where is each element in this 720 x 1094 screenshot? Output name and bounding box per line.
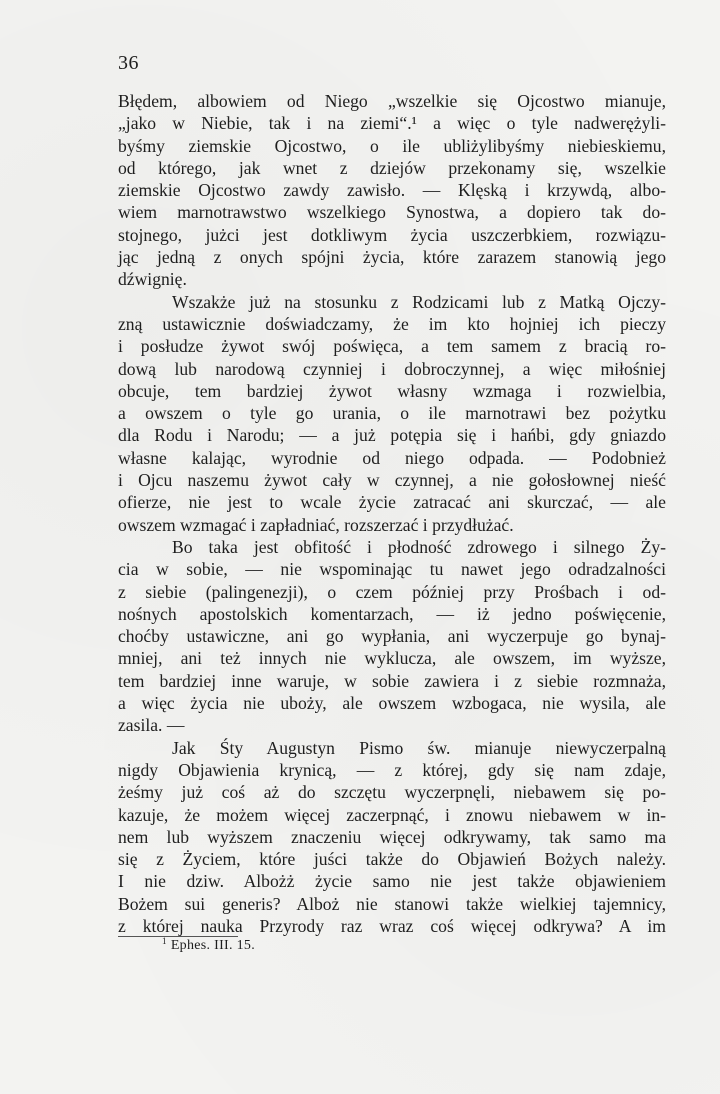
text-line: z której nauka Przyrody raz wraz coś więcej odkrywa? A im <box>118 915 666 936</box>
text-line: od którego, jak wnet z dziejów przekonamy się, wszelkie <box>118 157 666 178</box>
text-line: tem bardziej inne waruje, w sobie zawiera i z siebie rozmnaża, <box>118 670 666 691</box>
text-line: byśmy ziemskie Ojcostwo, o ile ubliżylibyśmy niebieskiemu, <box>118 135 666 156</box>
text-line: choćby ustawiczne, ani go wypłania, ani wyczerpuje go bynaj- <box>118 626 666 647</box>
text-line: dźwignię. <box>118 269 187 290</box>
text-line: żeśmy już coś aż do szczętu wyczerpnęli, niebawem się po- <box>118 782 666 803</box>
text-line: Jak Śty Augustyn Pismo św. mianuje niewyczerpalną <box>172 737 666 758</box>
page-number: 36 <box>118 52 139 74</box>
body-text <box>118 90 666 937</box>
text-line: ziemskie Ojcostwo zawdy zawisło. — Klęską i krzywdą, albo- <box>118 180 666 201</box>
text-line: a więc życia nie uboży, ale owszem wzbogaca, nie wysila, ale <box>118 693 666 714</box>
footnote-marker: 1 <box>162 936 167 946</box>
text-line: owszem wzmagać i zapładniać, rozszerzać i przydłużać. <box>118 514 514 535</box>
text-line: zasila. — <box>118 715 185 736</box>
paragraph-1 <box>118 90 666 291</box>
text-line: stojnego, jużci jest dotkliwym życia uszczerbkiem, rozwiązu- <box>118 224 666 245</box>
text-line: dla Rodu i Narodu; — a już potępia się i hańbi, gdy gniazdo <box>118 425 666 446</box>
text-line: dową lub narodową czynniej i dobroczynnej, a więc miłośniej <box>118 358 666 379</box>
text-line: kazuje, że możem więcej zaczerpnąć, i znowu niebawem w in- <box>118 804 666 825</box>
text-line: Bożem sui generis? Alboż nie stanowi także wielkiej tajemnicy, <box>118 893 666 914</box>
paragraph-2 <box>118 291 666 536</box>
paragraph-4 <box>118 737 666 938</box>
text-line: nośnych apostolskich komentarzach, — iż jedno poświęcenie, <box>118 603 666 624</box>
text-line: „jako w Niebie, tak i na ziemi“.¹ a więc o tyle nadwerężyli- <box>118 113 666 134</box>
text-line: jąc jedną z onych spójni życia, które zarazem stanowią jego <box>118 247 666 268</box>
text-line: I nie dziw. Albożż życie samo nie jest także objawieniem <box>118 871 666 892</box>
text-line: Wszakże już na stosunku z Rodzicami lub z Matką Ojczy- <box>172 291 666 312</box>
text-line: z siebie (palingenezji), o czem później przy Prośbach i od- <box>118 581 666 602</box>
text-line: i posłudze żywot swój poświęca, a tem samem z bracią ro- <box>118 336 666 357</box>
text-line: ofierze, nie jest to wcale życie zatracać ani skurczać, — ale <box>118 492 666 513</box>
text-line: a owszem o tyle go urania, o ile marnotrawi bez pożytku <box>118 403 666 424</box>
text-line: cia w sobie, — nie wspominając tu nawet jego odradzalności <box>118 559 666 580</box>
text-line: Błędem, albowiem od Niego „wszelkie się Ojcostwo mianuje, <box>118 91 666 111</box>
paragraph-3 <box>118 536 666 737</box>
text-line: nigdy Objawienia krynicą, — z której, gdy się nam zdaje, <box>118 759 666 780</box>
text-line: się z Życiem, które juści także do Objawień Bożych należy. <box>118 849 666 870</box>
text-line: własne kalając, wyrodnie od niego odpada. — Podobnież <box>118 447 666 468</box>
footnote-text: Ephes. III. 15. <box>170 938 256 953</box>
text-line: obcuje, tem bardziej żywot własny wzmaga i rozwielbia, <box>118 380 666 401</box>
text-line: zną ustawicznie doświadczamy, że im kto hojniej ich pieczy <box>118 313 666 334</box>
footnote <box>162 938 255 954</box>
text-line: i Ojcu naszemu żywot cały w czynnej, a nie gołosłownej nieść <box>118 470 666 491</box>
text-line: nem lub wyższem znaczeniu więcej odkrywamy, tak samo ma <box>118 826 666 847</box>
text-line: wiem marnotrawstwo wszelkiego Synostwa, a dopiero tak do- <box>118 202 666 223</box>
text-line: Bo taka jest obfitość i płodność zdrowego i silnego Ży- <box>172 536 666 557</box>
text-line: mniej, ani też innych nie wyklucza, ale owszem, im wyższe, <box>118 648 666 669</box>
footnote-divider <box>118 936 238 937</box>
